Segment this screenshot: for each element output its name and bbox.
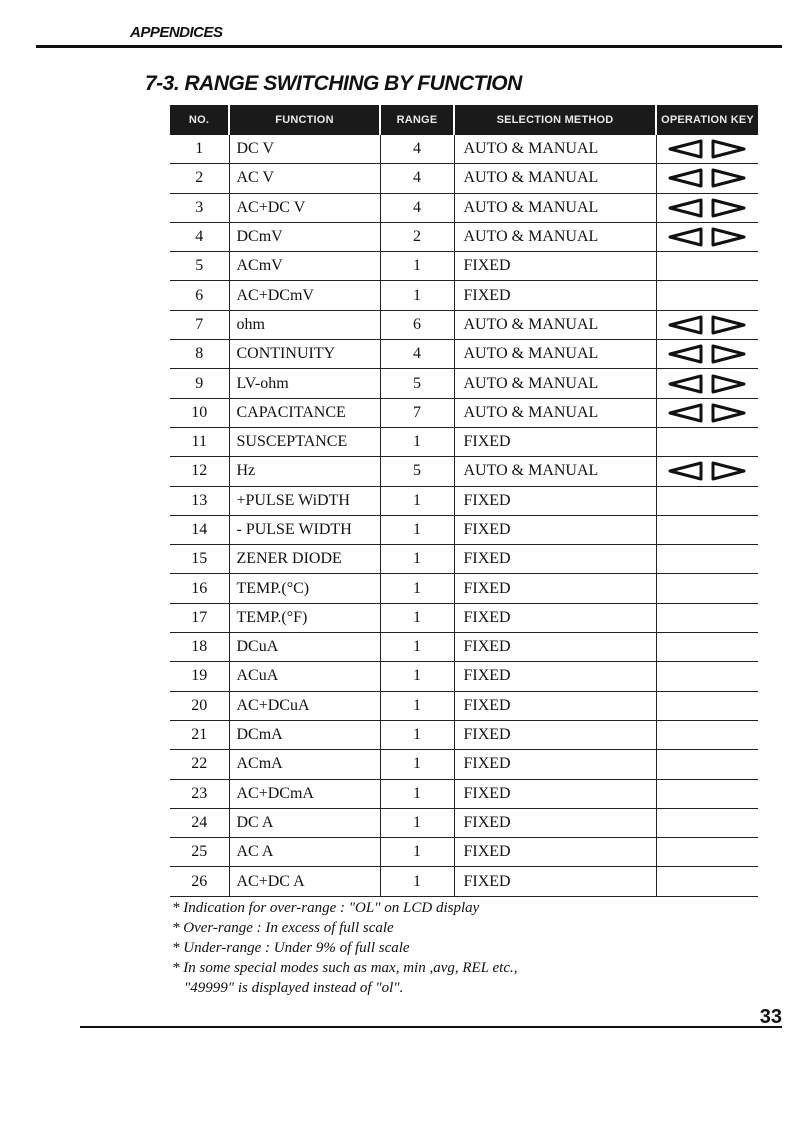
table-row	[170, 340, 758, 369]
cell-range: 1	[380, 281, 454, 310]
table-row	[170, 281, 758, 310]
cell-no: 6	[170, 281, 229, 310]
cell-operation-key	[656, 867, 758, 896]
table-row	[170, 135, 758, 164]
cell-operation-key	[656, 779, 758, 808]
footnotes	[172, 898, 518, 998]
cell-range: 4	[380, 164, 454, 193]
column-header-no: NO.	[170, 105, 229, 135]
cell-range: 1	[380, 252, 454, 281]
cell-operation-key	[656, 193, 758, 222]
cell-operation-key	[656, 603, 758, 632]
cell-operation-key	[656, 252, 758, 281]
cell-function: DCmA	[229, 720, 380, 749]
cell-no: 19	[170, 662, 229, 691]
cell-operation-key	[656, 340, 758, 369]
cell-operation-key	[656, 427, 758, 456]
cell-selection-method: FIXED	[454, 808, 656, 837]
range-arrow-keys-icon	[668, 460, 746, 482]
cell-no: 9	[170, 369, 229, 398]
table-row	[170, 427, 758, 456]
column-header-range: RANGE	[380, 105, 454, 135]
cell-range: 7	[380, 398, 454, 427]
cell-range: 1	[380, 808, 454, 837]
cell-function: AC+DCmA	[229, 779, 380, 808]
cell-function: TEMP.(°C)	[229, 574, 380, 603]
cell-selection-method: FIXED	[454, 867, 656, 896]
cell-selection-method: FIXED	[454, 252, 656, 281]
table-row	[170, 750, 758, 779]
cell-selection-method: FIXED	[454, 574, 656, 603]
cell-selection-method: FIXED	[454, 427, 656, 456]
cell-function: ACmV	[229, 252, 380, 281]
section-header: APPENDICES	[130, 24, 223, 41]
table-row	[170, 457, 758, 486]
table-row	[170, 867, 758, 896]
cell-operation-key	[656, 662, 758, 691]
cell-function: ohm	[229, 310, 380, 339]
table-row	[170, 252, 758, 281]
cell-operation-key	[656, 222, 758, 251]
cell-selection-method: AUTO & MANUAL	[454, 164, 656, 193]
cell-range: 1	[380, 633, 454, 662]
cell-function: Hz	[229, 457, 380, 486]
footnote: * Over-range : In excess of full scale	[172, 920, 394, 936]
cell-range: 1	[380, 545, 454, 574]
cell-operation-key	[656, 398, 758, 427]
cell-selection-method: AUTO & MANUAL	[454, 369, 656, 398]
left-arrow-icon	[670, 405, 701, 421]
table-row	[170, 779, 758, 808]
footnote: * Indication for over-range : "OL" on LCD display	[172, 900, 480, 916]
right-arrow-icon	[713, 141, 744, 157]
cell-function: DC A	[229, 808, 380, 837]
cell-range: 2	[380, 222, 454, 251]
cell-operation-key	[656, 808, 758, 837]
cell-selection-method: AUTO & MANUAL	[454, 398, 656, 427]
table-row	[170, 808, 758, 837]
cell-no: 12	[170, 457, 229, 486]
table-row	[170, 486, 758, 515]
cell-selection-method: FIXED	[454, 750, 656, 779]
cell-operation-key	[656, 281, 758, 310]
footnote: * In some special modes such as max, min ,avg, REL etc.,	[172, 960, 518, 976]
left-arrow-icon	[670, 229, 701, 245]
left-arrow-icon	[670, 200, 701, 216]
cell-function: ZENER DIODE	[229, 545, 380, 574]
page-title: 7-3. RANGE SWITCHING BY FUNCTION	[145, 72, 522, 95]
table-row	[170, 545, 758, 574]
cell-operation-key	[656, 633, 758, 662]
cell-no: 14	[170, 515, 229, 544]
cell-range: 4	[380, 193, 454, 222]
cell-no: 24	[170, 808, 229, 837]
cell-selection-method: AUTO & MANUAL	[454, 222, 656, 251]
right-arrow-icon	[713, 376, 744, 392]
cell-selection-method: AUTO & MANUAL	[454, 193, 656, 222]
top-rule	[36, 45, 782, 48]
cell-selection-method: FIXED	[454, 545, 656, 574]
cell-no: 16	[170, 574, 229, 603]
cell-function: AC A	[229, 838, 380, 867]
cell-no: 3	[170, 193, 229, 222]
table-row	[170, 310, 758, 339]
cell-operation-key	[656, 310, 758, 339]
table-row	[170, 662, 758, 691]
range-arrow-keys-icon	[668, 402, 746, 424]
cell-operation-key	[656, 135, 758, 164]
footnote-continuation: "49999" is displayed instead of "ol".	[184, 980, 404, 996]
left-arrow-icon	[670, 317, 701, 333]
cell-function: LV-ohm	[229, 369, 380, 398]
table-row	[170, 633, 758, 662]
cell-operation-key	[656, 838, 758, 867]
cell-no: 4	[170, 222, 229, 251]
cell-no: 22	[170, 750, 229, 779]
right-arrow-icon	[713, 317, 744, 333]
right-arrow-icon	[713, 200, 744, 216]
cell-function: SUSCEPTANCE	[229, 427, 380, 456]
cell-operation-key	[656, 574, 758, 603]
footnote: * Under-range : Under 9% of full scale	[172, 940, 410, 956]
cell-no: 1	[170, 135, 229, 164]
cell-selection-method: AUTO & MANUAL	[454, 340, 656, 369]
left-arrow-icon	[670, 346, 701, 362]
cell-range: 1	[380, 691, 454, 720]
table-row	[170, 720, 758, 749]
cell-selection-method: FIXED	[454, 779, 656, 808]
cell-range: 1	[380, 574, 454, 603]
table-row	[170, 164, 758, 193]
cell-function: AC+DC V	[229, 193, 380, 222]
cell-function: ACuA	[229, 662, 380, 691]
cell-function: CONTINUITY	[229, 340, 380, 369]
cell-no: 18	[170, 633, 229, 662]
cell-range: 1	[380, 779, 454, 808]
cell-selection-method: FIXED	[454, 281, 656, 310]
cell-no: 10	[170, 398, 229, 427]
column-header-selection-method: SELECTION METHOD	[454, 105, 656, 135]
range-arrow-keys-icon	[668, 167, 746, 189]
table-row	[170, 222, 758, 251]
cell-no: 13	[170, 486, 229, 515]
cell-operation-key	[656, 369, 758, 398]
cell-function: DC V	[229, 135, 380, 164]
cell-no: 2	[170, 164, 229, 193]
table-row	[170, 838, 758, 867]
right-arrow-icon	[713, 463, 744, 479]
cell-range: 6	[380, 310, 454, 339]
cell-operation-key	[656, 691, 758, 720]
table-row	[170, 574, 758, 603]
cell-range: 5	[380, 457, 454, 486]
cell-no: 21	[170, 720, 229, 749]
cell-no: 15	[170, 545, 229, 574]
range-arrow-keys-icon	[668, 197, 746, 219]
cell-range: 1	[380, 867, 454, 896]
range-arrow-keys-icon	[668, 373, 746, 395]
right-arrow-icon	[713, 346, 744, 362]
cell-range: 1	[380, 427, 454, 456]
page-number: 33	[759, 1006, 782, 1028]
left-arrow-icon	[670, 376, 701, 392]
cell-no: 8	[170, 340, 229, 369]
cell-range: 1	[380, 515, 454, 544]
bottom-rule	[80, 1026, 782, 1028]
cell-function: DCmV	[229, 222, 380, 251]
cell-operation-key	[656, 457, 758, 486]
cell-selection-method: AUTO & MANUAL	[454, 457, 656, 486]
table-header-row	[170, 105, 758, 135]
cell-range: 1	[380, 750, 454, 779]
cell-no: 17	[170, 603, 229, 632]
cell-range: 4	[380, 135, 454, 164]
table-row	[170, 398, 758, 427]
cell-range: 1	[380, 486, 454, 515]
table-row	[170, 603, 758, 632]
cell-range: 1	[380, 720, 454, 749]
cell-function: AC+DC A	[229, 867, 380, 896]
cell-selection-method: FIXED	[454, 691, 656, 720]
cell-function: +PULSE WiDTH	[229, 486, 380, 515]
cell-selection-method: FIXED	[454, 486, 656, 515]
cell-operation-key	[656, 750, 758, 779]
cell-selection-method: FIXED	[454, 515, 656, 544]
cell-selection-method: FIXED	[454, 662, 656, 691]
range-arrow-keys-icon	[668, 138, 746, 160]
cell-selection-method: FIXED	[454, 838, 656, 867]
range-arrow-keys-icon	[668, 343, 746, 365]
cell-range: 4	[380, 340, 454, 369]
cell-function: DCuA	[229, 633, 380, 662]
left-arrow-icon	[670, 463, 701, 479]
cell-function: ACmA	[229, 750, 380, 779]
right-arrow-icon	[713, 229, 744, 245]
cell-range: 5	[380, 369, 454, 398]
range-arrow-keys-icon	[668, 314, 746, 336]
cell-function: - PULSE WIDTH	[229, 515, 380, 544]
cell-selection-method: FIXED	[454, 603, 656, 632]
table-body	[170, 135, 758, 896]
cell-operation-key	[656, 515, 758, 544]
cell-selection-method: FIXED	[454, 720, 656, 749]
cell-function: TEMP.(°F)	[229, 603, 380, 632]
cell-operation-key	[656, 545, 758, 574]
cell-operation-key	[656, 486, 758, 515]
column-header-function: FUNCTION	[229, 105, 380, 135]
table-row	[170, 193, 758, 222]
cell-range: 1	[380, 662, 454, 691]
cell-no: 26	[170, 867, 229, 896]
cell-no: 7	[170, 310, 229, 339]
range-arrow-keys-icon	[668, 226, 746, 248]
cell-no: 11	[170, 427, 229, 456]
table-row	[170, 369, 758, 398]
range-table	[170, 105, 758, 897]
cell-function: CAPACITANCE	[229, 398, 380, 427]
cell-selection-method: AUTO & MANUAL	[454, 310, 656, 339]
table-row	[170, 691, 758, 720]
cell-no: 20	[170, 691, 229, 720]
cell-no: 23	[170, 779, 229, 808]
right-arrow-icon	[713, 405, 744, 421]
cell-function: AC+DCmV	[229, 281, 380, 310]
cell-function: AC+DCuA	[229, 691, 380, 720]
cell-range: 1	[380, 838, 454, 867]
cell-selection-method: AUTO & MANUAL	[454, 135, 656, 164]
cell-operation-key	[656, 164, 758, 193]
column-header-operation-key: OPERATION KEY	[656, 105, 758, 135]
right-arrow-icon	[713, 170, 744, 186]
cell-range: 1	[380, 603, 454, 632]
cell-selection-method: FIXED	[454, 633, 656, 662]
cell-no: 5	[170, 252, 229, 281]
left-arrow-icon	[670, 170, 701, 186]
cell-no: 25	[170, 838, 229, 867]
table-row	[170, 515, 758, 544]
left-arrow-icon	[670, 141, 701, 157]
cell-function: AC V	[229, 164, 380, 193]
cell-operation-key	[656, 720, 758, 749]
